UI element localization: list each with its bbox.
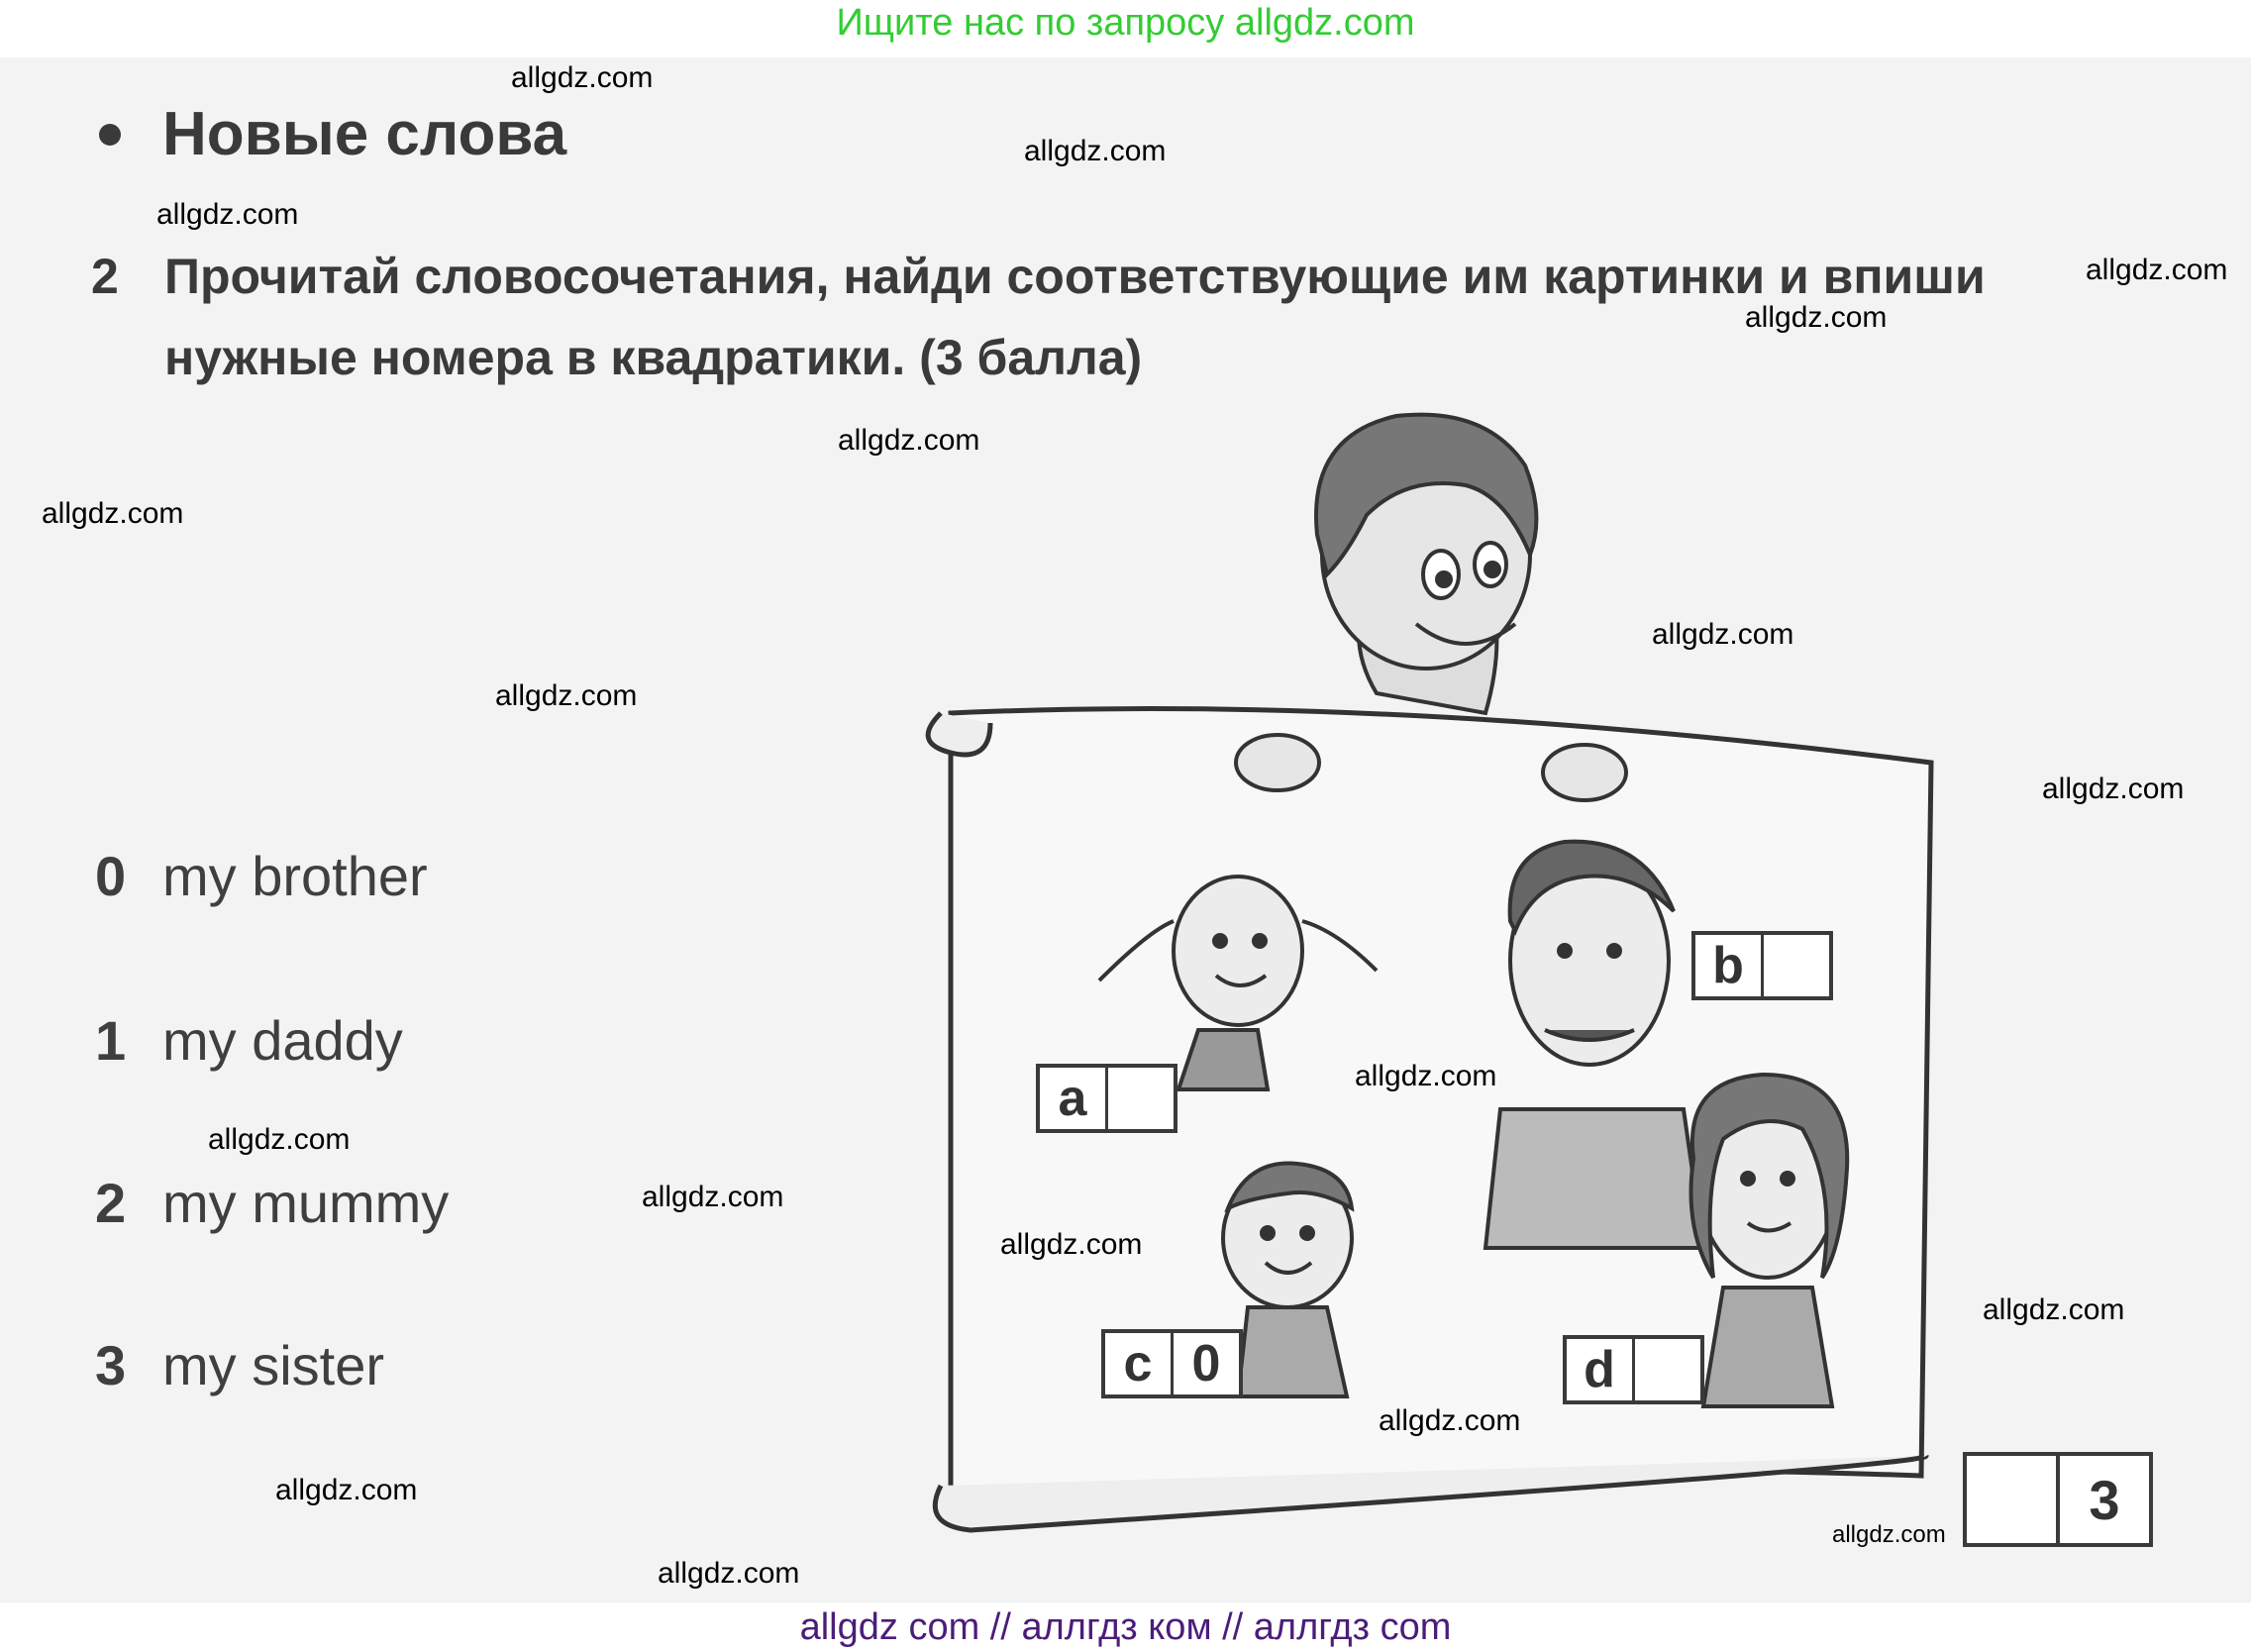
phrase-text: my daddy — [162, 1009, 403, 1072]
watermark: allgdz.com — [42, 497, 184, 530]
phrase-item — [95, 844, 428, 908]
phrase-text: my brother — [162, 845, 428, 907]
answer-letter: d — [1567, 1339, 1635, 1400]
watermark: allgdz.com — [275, 1474, 418, 1506]
watermark: allgdz.com — [1983, 1293, 2125, 1326]
answer-box-b — [1691, 931, 1833, 1000]
top-banner[interactable]: Ищите нас по запросу allgdz.com — [836, 2, 1415, 44]
answer-box-c — [1101, 1329, 1243, 1398]
watermark: allgdz.com — [2042, 773, 2185, 805]
bottom-banner[interactable]: allgdz com // аллгдз ком // аллгдз com — [0, 1602, 2251, 1652]
watermark: allgdz.com — [156, 198, 299, 231]
answer-field[interactable]: 0 — [1191, 1335, 1221, 1393]
watermark: allgdz.com — [1355, 1060, 1497, 1092]
task-text: Прочитай словосочетания, найди соответствующие им картинки и впиши нужные номера в квадратики. (3 балла) — [164, 249, 1986, 385]
answer-letter: b — [1695, 935, 1764, 996]
watermark: allgdz.com — [838, 424, 980, 457]
score-box — [1963, 1452, 2153, 1547]
watermark: allgdz.com — [1832, 1521, 1946, 1548]
answer-box-a — [1036, 1064, 1177, 1133]
answer-box-d — [1563, 1335, 1704, 1404]
phrase-text: my sister — [162, 1334, 384, 1396]
watermark: allgdz.com — [2086, 254, 2228, 286]
answer-letter: a — [1040, 1068, 1108, 1129]
watermark: allgdz.com — [658, 1557, 800, 1590]
section-title — [99, 99, 566, 169]
answer-field[interactable] — [1635, 1339, 1700, 1400]
section-title-text: Новые слова — [162, 100, 567, 168]
phrase-number: 1 — [95, 1009, 127, 1072]
watermark: allgdz.com — [511, 61, 654, 94]
watermark: allgdz.com — [1652, 618, 1794, 651]
watermark: allgdz.com — [642, 1181, 784, 1213]
phrase-item — [95, 1008, 403, 1073]
phrase-number: 3 — [95, 1334, 127, 1396]
watermark: allgdz.com — [1379, 1404, 1521, 1437]
watermark: allgdz.com — [1745, 301, 1888, 334]
phrase-item — [95, 1333, 384, 1397]
phrase-number: 2 — [95, 1172, 127, 1234]
answer-field[interactable] — [1108, 1068, 1174, 1129]
watermark: allgdz.com — [1000, 1228, 1143, 1261]
watermark: allgdz.com — [208, 1123, 351, 1156]
bullet-icon — [99, 124, 121, 146]
phrase-item — [95, 1171, 449, 1235]
phrase-number: 0 — [95, 845, 127, 907]
score-max: 3 — [2089, 1468, 2120, 1531]
answer-field[interactable] — [1764, 935, 1829, 996]
mummy-portrait — [1691, 1075, 1848, 1406]
answer-letter: c — [1105, 1333, 1174, 1394]
boy-figure — [1316, 415, 1536, 713]
score-earned[interactable] — [1967, 1456, 2060, 1543]
watermark: allgdz.com — [495, 679, 638, 712]
phrase-text: my mummy — [162, 1172, 450, 1234]
watermark: allgdz.com — [1024, 135, 1167, 167]
task-number: 2 — [91, 249, 119, 304]
